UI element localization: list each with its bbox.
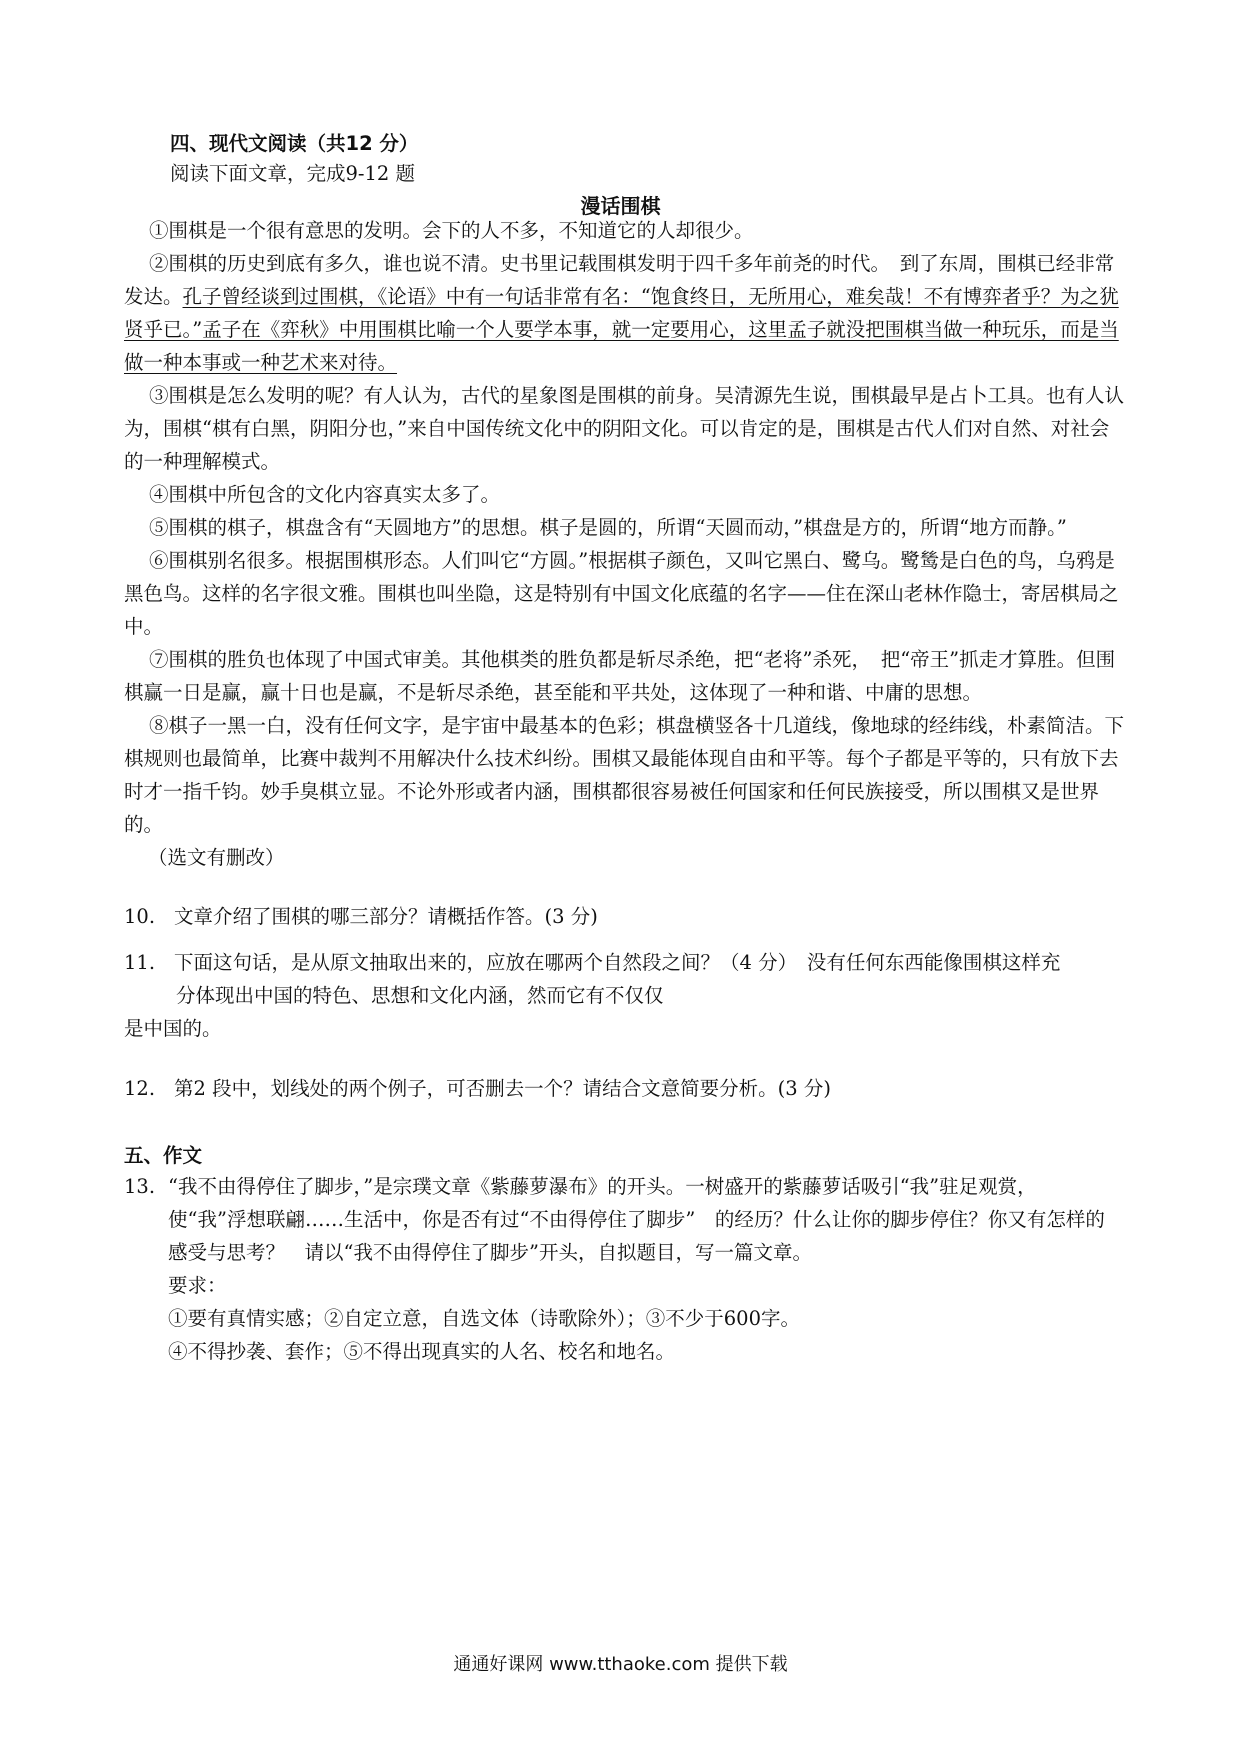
paragraph-3: ③围棋是怎么发明的呢？有人认为，古代的星象图是围棋的前身。吴清源先生说，围棋最早是占卜工具。也有人认为，围棋“棋有白黑，阴阳分也，”来自中国传统文化中的阴阳文化。可以肯定的是，围棋是古代人们对自然、对社会的一种理解模式。 xyxy=(124,384,1125,473)
paragraph-7: ⑦围棋的胜负也体现了中国式审美。其他棋类的胜负都是斩尽杀绝，把“老将”杀死， 把“帝王”抓走才算胜。但围棋赢一日是赢，赢十日也是赢，不是斩尽杀绝，甚至能和平共处，这体现了一种和谐、中庸的思想。 xyxy=(124,648,1116,704)
paragraph-6: ⑥围棋别名很多。根据围棋形态。人们叫它“方圆。”根据棋子颜色，又叫它黑白、鹭乌。鹭鸶是白色的鸟，乌鸦是黑色鸟。这样的名字很文雅。围棋也叫坐隐，这是特别有中国文化底蕴的名字——住在深山老林作隐士，寄居棋局之中。 xyxy=(124,549,1119,638)
question-11-line-2: 分体现出中国的特色、思想和文化内涵，然而它有不仅仅 xyxy=(176,984,664,1007)
section-5-heading: 五、作文 xyxy=(124,1144,203,1167)
requirements-label: 要求： xyxy=(168,1274,227,1297)
question-11-line-3: 是中国的。 xyxy=(124,1017,222,1040)
question-12-text: 第2 段中，划线处的两个例子，可否删去一个？请结合文意简要分析。(3 分) xyxy=(174,1077,831,1100)
requirement-line-2: ④不得抄袭、套作；⑤不得出现真实的人名、校名和地名。 xyxy=(168,1340,676,1363)
question-12-number: 12. xyxy=(124,1077,156,1100)
question-10-text: 文章介绍了围棋的哪三部分？请概括作答。(3 分) xyxy=(174,905,598,928)
paragraph-5: ⑤围棋的棋子，棋盘含有“天圆地方”的思想。棋子是圆的，所谓“天圆而动，”棋盘是方的，所谓“地方而静。” xyxy=(149,516,1067,539)
reading-instruction: 阅读下面文章，完成9-12 题 xyxy=(170,162,416,185)
paragraph-4: ④围棋中所包含的文化内容真实太多了。 xyxy=(149,483,501,506)
question-11-text: 下面这句话，是从原文抽取出来的，应放在哪两个自然段之间？（4 分） 没有任何东西能像围棋这样充 xyxy=(174,951,1061,974)
paragraph-2-text: ②围棋的历史到底有多久，谁也说不清。史书里记载围棋发明于四千多年前尧的时代。 到了东周，围棋已经非常发达。 xyxy=(124,252,1115,308)
paragraph-2 xyxy=(124,247,1124,379)
question-13-text: “我不由得停住了脚步，”是宗璞文章《紫藤萝瀑布》的开头。一树盛开的紫藤萝话吸引“我”驻足观赏，使“我”浮想联翩……生活中，你是否有过“不由得停住了脚步” 的经历？什么让你的脚步停住？你又有怎样的感受与思考？ 请以“我不由得停住了脚步”开头，自拟题目，写一篇文章。 xyxy=(168,1175,1105,1264)
article-title: 漫话围棋 xyxy=(580,194,661,218)
question-13-number: 13. xyxy=(124,1175,156,1198)
question-11 xyxy=(124,946,1114,1045)
paragraph-2-underlined-examples: 孔子曾经谈到过围棋，《论语》中有一句话非常有名：“饱食终日，无所用心，难矣哉！不有博弈者乎？为之犹贤乎已。”孟子在《弈秋》中用围棋比喻一个人要学本事，就一定要用心，这里孟子就没把围棋当做一种玩乐，而是当做一种本事或一种艺术来对待。 xyxy=(124,285,1119,374)
question-10-number: 10. xyxy=(124,905,156,928)
article-body xyxy=(124,214,1124,874)
question-10 xyxy=(124,900,1114,933)
question-11-number: 11. xyxy=(124,951,156,974)
section-4-heading: 四、现代文阅读（共12 分） xyxy=(170,132,419,155)
question-12 xyxy=(124,1072,1114,1105)
question-13 xyxy=(124,1170,1114,1368)
requirement-line-1: ①要有真情实感；②自定立意，自选文体（诗歌除外）；③不少于600字。 xyxy=(168,1307,800,1330)
paragraph-1: ①围棋是一个很有意思的发明。会下的人不多，不知道它的人却很少。 xyxy=(149,219,754,242)
footer-source: 通通好课网 www.tthaoke.com 提供下载 xyxy=(453,1654,788,1675)
excerpt-note: （选文有删改） xyxy=(148,846,285,869)
paragraph-8: ⑧棋子一黑一白，没有任何文字，是宇宙中最基本的色彩；棋盘横竖各十几道线，像地球的经纬线，朴素简洁。下棋规则也最简单，比赛中裁判不用解决什么技术纠纷。围棋又最能体现自由和平等。每个子都是平等的，只有放下去时才一指千钧。妙手臭棋立显。不论外形或者内涵，围棋都很容易被任何国家和任何民族接受，所以围棋又是世界的。 xyxy=(124,714,1125,836)
